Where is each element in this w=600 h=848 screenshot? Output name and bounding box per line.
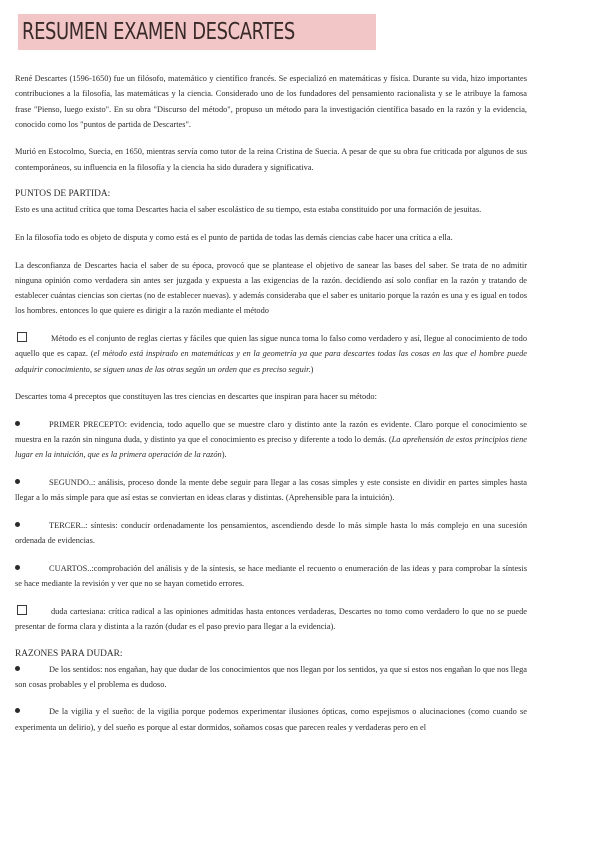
bullet-icon — [15, 522, 20, 527]
sentidos-text: De los sentidos: nos engañan, hay que dudar de los conocimientos que nos llegan por los sentidos, ya que si estos nos engañan lo que nos llega son cosas probables y el problema es dudoso. — [15, 664, 527, 689]
duda-text: duda cartesiana: crítica radical a las opiniones admitidas hasta entonces verdaderas, Descartes no tomo como verdadero lo que no se puede presentar de forma clara y distinta a la razón (dudar es el paso previo para llegar a la evidencia). — [15, 606, 527, 631]
bullet-icon — [15, 666, 20, 671]
title-highlight — [18, 14, 376, 50]
preceptos-intro: Descartes toma 4 preceptos que constituyen las tres ciencias en descartes que inspiran para hacer su método: — [15, 392, 377, 402]
metodo-end-text: ) — [310, 364, 314, 374]
metodo-text: Método es el conjunto de reglas ciertas y fáciles que quien las sigue nunca toma lo falso como verdadero y así, llegue al conocimiento de todo aquello que es capaz. ( — [15, 334, 527, 359]
puntos-heading: PUNTOS DE PARTIDA: — [15, 189, 111, 200]
bullet-icon — [15, 421, 20, 426]
puntos-paragraph-1: Esto es una actitud crítica que toma Descartes hacia el saber escolástico de su tiempo, esta estaba constituido por una formación de jesuitas. — [15, 205, 482, 215]
primer-italic-text: La aprehensión de estos principios tiene lugar en la intuición, que es la primera operación de la razón — [15, 435, 527, 460]
bullet-icon — [15, 479, 20, 484]
bullet-icon — [15, 565, 20, 570]
duda-paragraph — [15, 604, 527, 635]
segundo-text: SEGUNDO..: análisis, proceso donde la mente debe seguir para llegar a las cosas simples y este consiste en dividir en partes simples hasta llegar a lo más simple para que así estas se conviertan en ideas claras y distintas. (Aprehensible para la intuición). — [15, 478, 527, 503]
razon-sentidos — [15, 662, 527, 693]
bullet-icon — [15, 708, 20, 713]
metodo-paragraph — [15, 331, 527, 377]
tercer-text: TERCER..: síntesis: conducir ordenadamente los pensamientos, ascendiendo desde lo más simple hasta lo más complejo en una sucesión ordenada de evidencias. — [15, 520, 527, 546]
precepto-tercer — [15, 518, 527, 549]
primer-text: PRIMER PRECEPTO: evidencia, todo aquello que se muestre claro y distinto ante la razón es evidente. Claro porque el conocimiento se muestra en la razón sin ninguna duda, y distinto ya que el conocimiento es preciso y diferente a todo lo demás. ( — [15, 419, 527, 445]
document-body — [15, 71, 527, 747]
intro-paragraph-1: René Descartes (1596-1650) fue un filósofo, matemático y científico francés. Se especializó en matemáticas y física. Durante su vida, hizo importantes contribuciones a la filosofía, las matemáticas y la ciencia. Considerado uno de los fundadores del pensamiento racionalista y se le atribuye la famosa frase "Pienso, luego existo". En su obra "Discurso del método", propuso un método para la investigación científica basado en la razón y la evidencia, conocido como los "puntos de partida de Descartes". — [15, 74, 527, 129]
precepto-segundo — [15, 475, 527, 506]
cuartos-text: CUARTOS..:comprobación del análisis y de la síntesis, se hace mediante el recuento o enumeración de las ideas y para comprobar la síntesis se hace mediante la revisión y ver que no se hayan cometido errores. — [15, 563, 527, 589]
intro-paragraph-2: Murió en Estocolmo, Suecia, en 1650, mientras servía como tutor de la reina Cristina de Suecia. A pesar de que su obra fue criticada por algunos de sus contemporáneos, su influencia en la filosofía y la ciencia ha sido duradera y significativa. — [15, 147, 527, 172]
razones-heading: RAZONES PARA DUDAR: — [15, 648, 123, 659]
puntos-paragraph-2: En la filosofía todo es objeto de disputa y como está es el punto de partida de todas las demás ciencias cabe hacer una crítica a ella. — [15, 232, 453, 242]
puntos-paragraph-3: La desconfianza de Descartes hacia el saber de su época, provocó que se plantease el objetivo de sanear las bases del saber. Se trata de no admitir ninguna opinión como verdadera sin antes ser juzgada y expuesta a las exigencias de la razón. decidiendo así solo confiar en la razón y tratando de establecer cuántas ciencias son ciertas (no de establecer nuevas). y además consideraba que el saber es unitario porque la razón es una y es igual en todos los hombres. entonces lo que quiere es dirigir a la razón mediante el método — [15, 260, 527, 316]
razon-vigilia — [15, 704, 527, 735]
precepto-primer — [15, 417, 527, 463]
metodo-italic-text: el método está inspirado en matemáticas y en la geometría ya que para descartes todas las cosas en las que el hombre puede adquirir conocimiento, se siguen unas de las otras según un orden que es preciso seguir. — [15, 349, 527, 374]
checkbox-icon — [17, 605, 27, 615]
primer-end-text: ). — [221, 450, 227, 460]
checkbox-icon — [17, 332, 27, 342]
vigilia-text: De la vigilia y el sueño: de la vigilia porque podemos experimentar ilusiones ópticas, como espejismos o alucinaciones (como cuando se experimenta un delirio), y del sueño es porque al estar dormidos, soñamos cosas que parecen reales y verdaderas pero en el — [15, 707, 527, 732]
page-title: RESUMEN EXAMEN DESCARTES — [22, 19, 295, 45]
precepto-cuartos — [15, 561, 527, 592]
